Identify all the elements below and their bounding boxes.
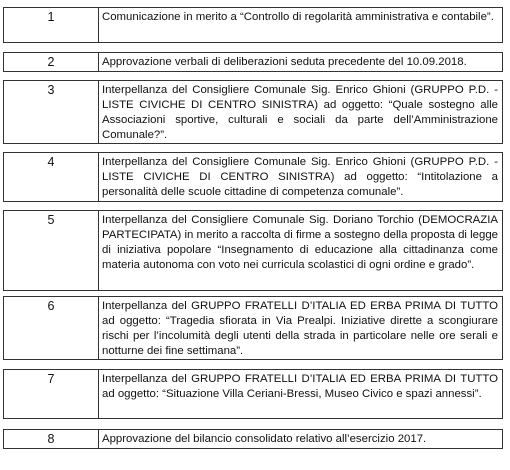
agenda-item [3,80,503,144]
item-number: 7 [4,370,99,418]
item-number: 6 [4,297,99,359]
item-text: Interpellanza del GRUPPO FRATELLI D’ITALIA ED ERBA PRIMA DI TUTTO ad oggetto: “Situazione Villa Ceriani-Bressi, Museo Civico e spazi annessi”. [102,373,498,400]
agenda-item [3,296,503,360]
agenda-item [3,152,503,202]
agenda-item [3,429,503,449]
item-number: 2 [4,53,99,71]
item-text: Approvazione verbali di deliberazioni seduta precedente del 10.09.2018. [102,56,467,68]
agenda-item [3,52,503,72]
item-number: 1 [4,8,99,42]
agenda-item [3,369,503,419]
agenda-item [3,7,503,43]
item-text: Interpellanza del Consigliere Comunale Sig. Doriano Torchio (DEMOCRAZIA PARTECIPATA) in merito a raccolta di firme a sostegno della proposta di legge di iniziativa popolare “Insegnamento di educazione alla cittadinanza come materia autonoma con voto nei curricula scolastici di ogni ordine e grado”. [102,214,498,271]
item-number: 3 [4,81,99,143]
item-text: Interpellanza del Consigliere Comunale Sig. Enrico Ghioni (GRUPPO P.D. - LISTE CIVICHE DI CENTRO SINISTRA) ad oggetto: “Intitolazione a personalità delle scuole cittadine di competenza comunale”. [102,156,498,198]
agenda-item [3,210,503,291]
item-text: Comunicazione in merito a “Controllo di regolarità amministrativa e contabile”. [102,11,494,23]
item-text: Approvazione del bilancio consolidato relativo all’esercizio 2017. [102,433,427,445]
item-text: Interpellanza del Consigliere Comunale Sig. Enrico Ghioni (GRUPPO P.D. - LISTE CIVICHE DI CENTRO SINISTRA) ad oggetto: “Quale sostegno alle Associazioni sportive, culturali e sociali da parte dell’Amministrazione Comunale?”. [102,84,498,141]
item-number: 5 [4,211,99,290]
item-text: Interpellanza del GRUPPO FRATELLI D’ITALIA ED ERBA PRIMA DI TUTTO ad oggetto: “Tragedia sfiorata in Via Prealpi. Iniziative dirette a scongiurare rischi per l’incolumità degli utenti della strada in particolare nelle ore serali e notturne dei fine settimana”. [102,300,498,357]
item-number: 8 [4,430,99,448]
item-number: 4 [4,153,99,201]
